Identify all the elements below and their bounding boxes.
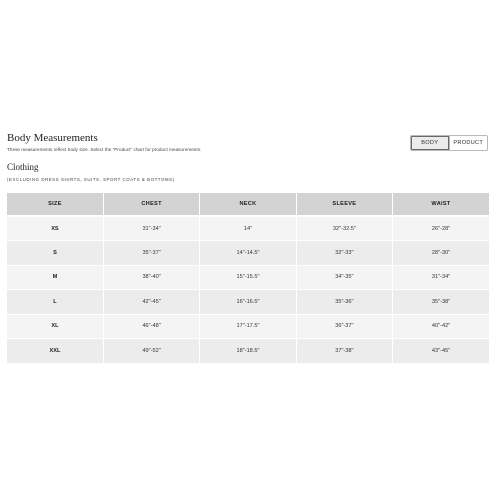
table-cell-chest: 31"-34": [103, 216, 199, 241]
table-row: [7, 314, 489, 339]
table-cell-size: XL: [7, 314, 103, 339]
section-note: (EXCLUDING DRESS SHIRTS, SUITS, SPORT COATS & BOTTOMS): [7, 177, 175, 182]
table-cell-waist: 26"-28": [393, 216, 489, 241]
table-cell-chest: 38"-40": [103, 265, 199, 290]
section-title: Clothing: [7, 162, 39, 172]
column-header-waist: WAIST: [393, 193, 489, 216]
column-header-chest: CHEST: [103, 193, 199, 216]
table-row: [7, 339, 489, 364]
table-cell-sleeve: 35"-36": [296, 290, 392, 315]
table-header-row: [7, 193, 489, 216]
table-cell-sleeve: 32"-32.5": [296, 216, 392, 241]
table-cell-sleeve: 32"-33": [296, 241, 392, 266]
table-cell-size: M: [7, 265, 103, 290]
column-header-neck: NECK: [200, 193, 296, 216]
table-cell-chest: 49"-52": [103, 339, 199, 364]
table-cell-neck: 18"-18.5": [200, 339, 296, 364]
table-cell-size: L: [7, 290, 103, 315]
column-header-sleeve: SLEEVE: [296, 193, 392, 216]
product-toggle-button[interactable]: PRODUCT: [449, 136, 488, 150]
table-cell-size: S: [7, 241, 103, 266]
table-row: [7, 241, 489, 266]
table-cell-neck: 17"-17.5": [200, 314, 296, 339]
table-cell-chest: 42"-45": [103, 290, 199, 315]
table-cell-waist: 40"-42": [393, 314, 489, 339]
table-cell-size: XS: [7, 216, 103, 241]
table-cell-waist: 28"-30": [393, 241, 489, 266]
table-row: [7, 290, 489, 315]
table-row: [7, 265, 489, 290]
table-cell-sleeve: 37"-38": [296, 339, 392, 364]
table-cell-neck: 15"-15.5": [200, 265, 296, 290]
size-chart-table: [7, 193, 489, 364]
table-cell-size: XXL: [7, 339, 103, 364]
table-cell-waist: 43"-45": [393, 339, 489, 364]
table-cell-neck: 14"-14.5": [200, 241, 296, 266]
table-row: [7, 216, 489, 241]
page-title: Body Measurements: [7, 132, 98, 144]
table-cell-neck: 14": [200, 216, 296, 241]
table-cell-chest: 46"-48": [103, 314, 199, 339]
table-cell-waist: 35"-38": [393, 290, 489, 315]
column-header-size: SIZE: [7, 193, 103, 216]
table-cell-neck: 16"-16.5": [200, 290, 296, 315]
table-cell-waist: 31"-34": [393, 265, 489, 290]
table-cell-sleeve: 36"-37": [296, 314, 392, 339]
table-cell-sleeve: 34"-35": [296, 265, 392, 290]
chart-type-toggle: [410, 135, 488, 151]
body-toggle-button[interactable]: BODY: [411, 136, 449, 150]
page-subtitle: These measurements reflect body size. Select the "Product" chart for product measurements.: [7, 147, 202, 152]
table-cell-chest: 35"-37": [103, 241, 199, 266]
